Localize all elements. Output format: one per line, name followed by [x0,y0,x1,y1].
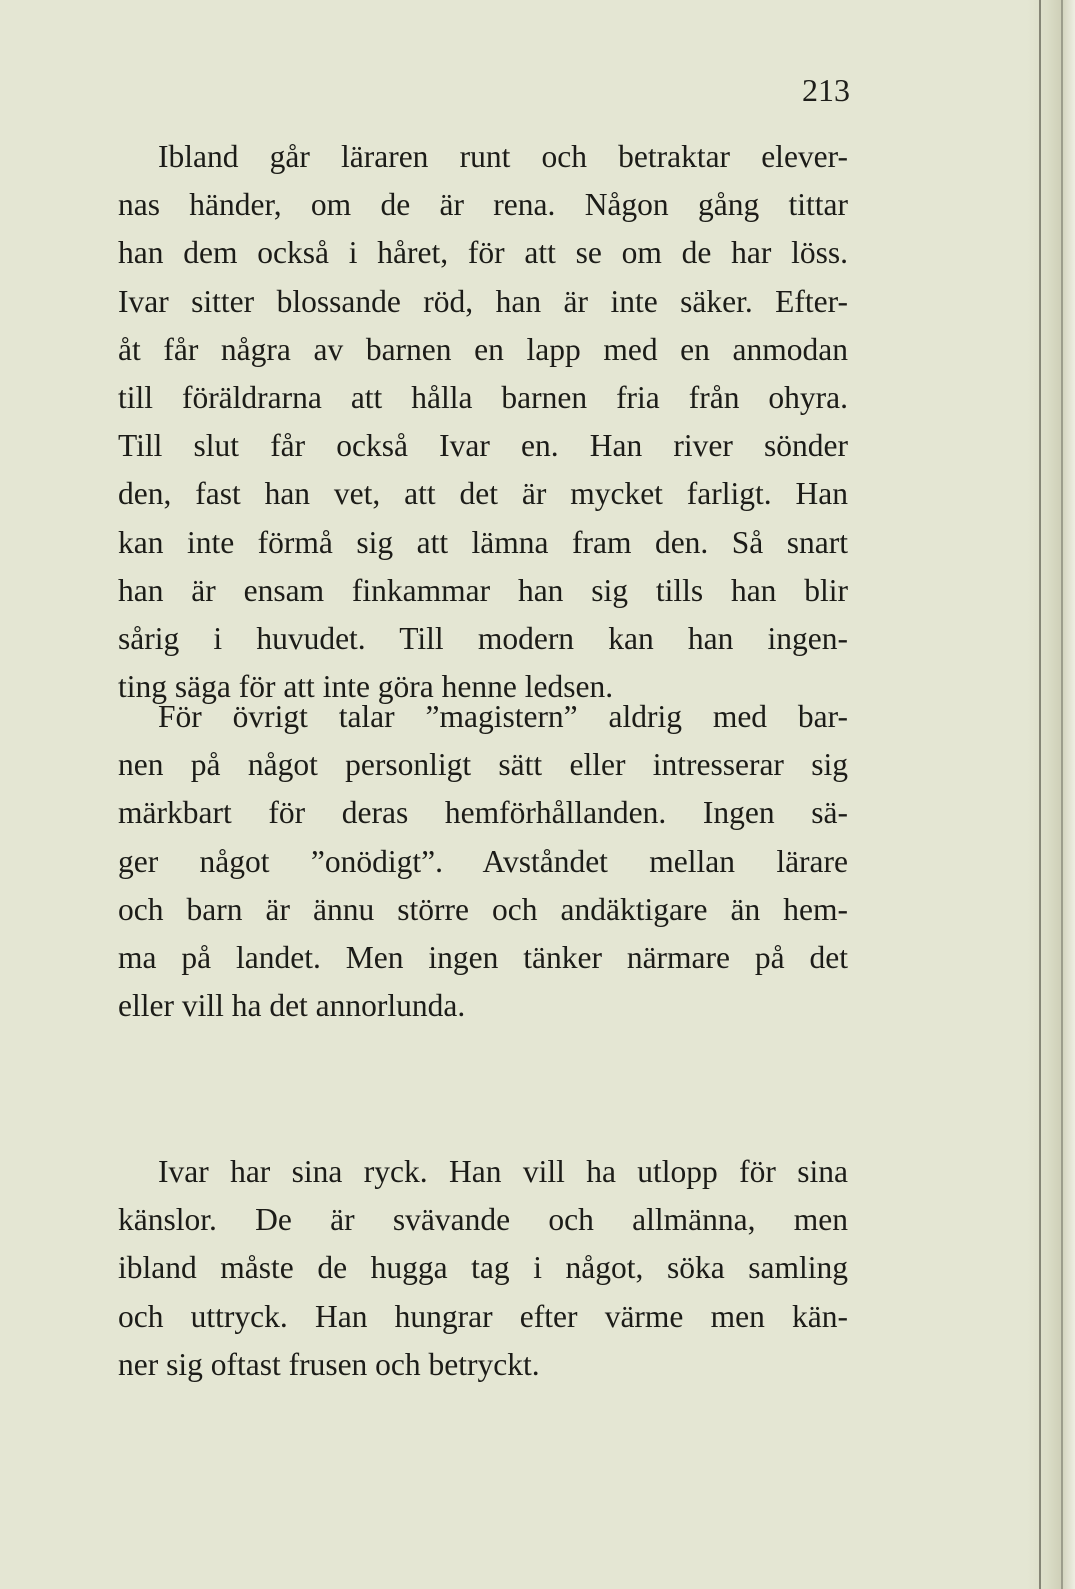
text-line: Till slut får också Ivar en. Han river sönder [118,428,848,464]
text-line: eller vill ha det annorlunda. [118,988,466,1024]
text-line: och barn är ännu större och andäktigare än hem- [118,891,848,927]
text-line: Ivar har sina ryck. Han vill ha utlopp för sina [158,1154,848,1189]
text-line: till föräldrarna att hålla barnen fria från ohyra. [118,379,848,415]
text-line: nen på något personligt sätt eller intresserar sig [118,747,848,783]
text-line: känslor. De är svävande och allmänna, men [118,1202,848,1238]
text-line: Ibland går läraren runt och betraktar elever- [158,139,848,174]
text-line: ibland måste de hugga tag i något, söka samling [118,1250,848,1286]
text-line: han är ensam finkammar han sig tills han blir [118,572,848,608]
text-line: ma på landet. Men ingen tänker närmare på det [118,939,848,975]
paragraph [118,133,848,711]
paragraph [118,1148,848,1389]
text-line: ger något ”onödigt”. Avståndet mellan lärare [118,843,848,879]
page-gutter [1027,0,1075,1589]
text-line: ting säga för att inte göra henne ledsen. [118,669,614,705]
text-line: kan inte förmå sig att lämna fram den. Så snart [118,524,848,560]
text-line: åt får några av barnen en lapp med en anmodan [118,331,848,367]
text-line: och uttryck. Han hungrar efter värme men kän- [118,1298,848,1334]
text-line: ner sig oftast frusen och betryckt. [118,1346,540,1382]
gutter-edge-line [1039,0,1041,1589]
paragraph [118,693,848,1030]
text-line: den, fast han vet, att det är mycket farligt. Han [118,476,848,512]
gutter-edge-line [1061,0,1063,1589]
text-line: märkbart för deras hemförhållanden. Ingen sä- [118,795,848,831]
text-line: Ivar sitter blossande röd, han är inte säker. Efter- [118,283,848,319]
text-line: sårig i huvudet. Till modern kan han ingen- [118,620,848,656]
page-number: 213 [802,72,850,108]
text-line: han dem också i håret, för att se om de har löss. [118,235,848,271]
text-line: För övrigt talar ”magistern” aldrig med bar- [158,699,848,734]
text-line: nas händer, om de är rena. Någon gång tittar [118,187,848,223]
